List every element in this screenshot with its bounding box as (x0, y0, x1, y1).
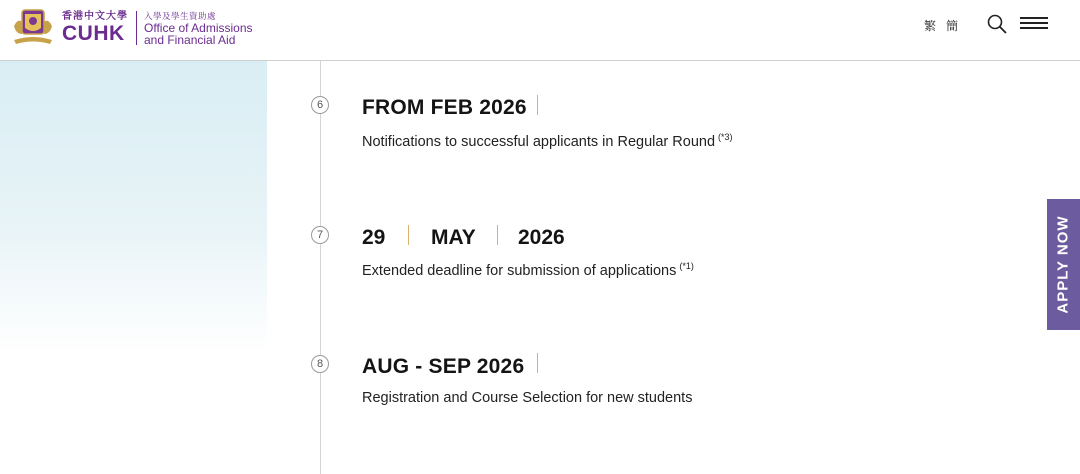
apply-now-button[interactable] (1047, 199, 1080, 330)
site-header (0, 0, 1080, 61)
timeline-event-description (362, 390, 692, 406)
timeline-step-number: 8 (311, 355, 329, 373)
office-name-en-line1: Office of Admissions (144, 20, 253, 35)
university-name-cn: 香港中文大學 (62, 11, 128, 22)
office-name-cn: 入學及學生資助處 (144, 10, 217, 21)
office-name-en-line2: and Financial Aid (144, 32, 236, 47)
university-name (62, 11, 128, 45)
office-name (144, 11, 253, 46)
timeline-event-text: Extended deadline for submission of applications (362, 263, 677, 279)
timeline-event-text: Notifications to successful applicants in Regular Round (362, 134, 716, 150)
timeline-event-text: Registration and Course Selection for new students (362, 390, 693, 406)
timeline-event-description (362, 132, 733, 150)
hamburger-menu-icon[interactable] (1020, 17, 1048, 31)
cuhk-logo[interactable] (10, 8, 253, 48)
timeline-date-day: 29 (362, 226, 386, 249)
title-accent-bar (537, 353, 538, 373)
footnote-marker[interactable]: (*1) (679, 261, 694, 271)
timeline-event-title: FROM FEB 2026 (362, 96, 527, 119)
cuhk-crest-icon (10, 8, 56, 48)
search-icon[interactable] (987, 14, 1007, 34)
timeline-event-description (362, 261, 694, 279)
decorative-side-panel (0, 61, 267, 353)
university-name-en: CUHK (62, 22, 125, 45)
language-simplified-link[interactable]: 簡 (946, 19, 959, 33)
date-separator-bar (408, 225, 409, 245)
timeline-step-number: 7 (311, 226, 329, 244)
language-traditional-link[interactable]: 繁 (924, 19, 937, 33)
timeline-line (320, 61, 321, 474)
timeline-date-month: MAY (431, 226, 476, 249)
timeline-step-number: 6 (311, 96, 329, 114)
footnote-marker[interactable]: (*3) (718, 132, 733, 142)
date-separator-bar (497, 225, 498, 245)
timeline-date-year: 2026 (518, 226, 565, 249)
apply-now-label: APPLY NOW (1055, 215, 1072, 314)
logo-divider (136, 11, 137, 45)
timeline-event-title: AUG - SEP 2026 (362, 355, 525, 378)
title-accent-bar (537, 95, 538, 115)
